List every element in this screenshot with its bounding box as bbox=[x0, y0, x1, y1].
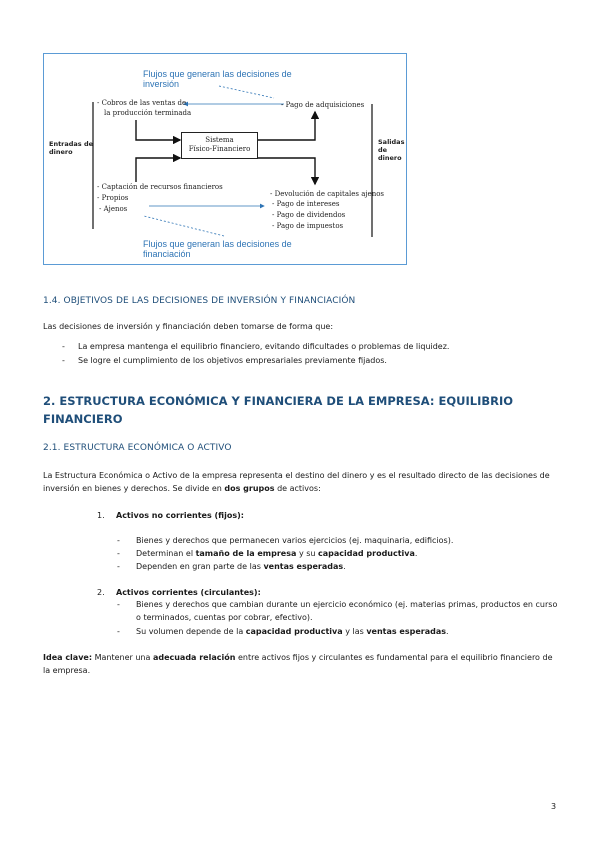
bullet-dash: - bbox=[117, 536, 120, 545]
item-1-bullet-1: Bienes y derechos que permanecen varios ejercicios (ej. maquinaria, edificios). bbox=[136, 536, 454, 545]
ajenos-label: - Ajenos bbox=[99, 205, 128, 213]
cobros-label-2: la producción terminada bbox=[104, 109, 192, 117]
intereses-label: - Pago de intereses bbox=[272, 200, 340, 208]
section-1-4-bullet-1: La empresa mantenga el equilibrio financiero, evitando dificultades o problemas de liquidez. bbox=[78, 342, 450, 351]
system-line-2: Físico-Financiero bbox=[188, 145, 251, 153]
pago-adquisiciones-label: - Pago de adquisiciones bbox=[281, 101, 365, 109]
outflows-label: Salidas de dinero bbox=[378, 138, 405, 162]
caption-investment: Flujos que generan las decisiones de inversión bbox=[143, 69, 292, 89]
item-1-number: 1. bbox=[97, 511, 105, 520]
section-2-1-intro: La Estructura Económica o Activo de la empresa representa el destino del dinero y es el resultado directo de las decisiones de inversión en bienes y derechos. Se divide en dos grupos de activos: bbox=[43, 471, 550, 493]
bullet-dash: - bbox=[117, 600, 120, 609]
dividendos-label: - Pago de dividendos bbox=[272, 211, 346, 219]
bullet-dash: - bbox=[117, 562, 120, 571]
section-1-4-bullet-2: Se logre el cumplimiento de los objetivos empresariales previamente fijados. bbox=[78, 356, 387, 365]
bullet-dash: - bbox=[62, 342, 65, 351]
item-2-number: 2. bbox=[97, 588, 105, 597]
key-idea: Idea clave: Mantener una adecuada relación entre activos fijos y circulantes es fundamental para el equilibrio financiero de la empresa. bbox=[43, 653, 553, 675]
devolucion-label: - Devolución de capitales ajenos bbox=[270, 190, 385, 198]
cobros-label-1: - Cobros de las ventas de bbox=[97, 99, 187, 107]
item-1-bullet-2: Determinan el tamaño de la empresa y su capacidad productiva. bbox=[136, 549, 418, 558]
item-2-title: Activos corrientes (circulantes): bbox=[116, 588, 261, 597]
section-1-4-heading: 1.4. OBJETIVOS DE LAS DECISIONES DE INVERSIÓN Y FINANCIACIÓN bbox=[43, 296, 356, 306]
section-1-4-intro: Las decisiones de inversión y financiación deben tomarse de forma que: bbox=[43, 322, 334, 331]
system-line-1: Sistema bbox=[205, 136, 234, 144]
section-2-1-heading: 2.1. ESTRUCTURA ECONÓMICA O ACTIVO bbox=[43, 443, 232, 453]
system-box bbox=[181, 132, 258, 159]
impuestos-label: - Pago de impuestos bbox=[272, 222, 344, 230]
item-2-bullet-2: Su volumen depende de la capacidad productiva y las ventas esperadas. bbox=[136, 627, 449, 636]
captacion-label: - Captación de recursos financieros bbox=[97, 183, 223, 191]
item-1-bullet-3: Dependen en gran parte de las ventas esperadas. bbox=[136, 562, 346, 571]
bullet-dash: - bbox=[117, 549, 120, 558]
bullet-dash: - bbox=[117, 627, 120, 636]
section-2-heading: 2. ESTRUCTURA ECONÓMICA Y FINANCIERA DE LA EMPRESA: EQUILIBRIO FINANCIERO bbox=[43, 394, 514, 426]
flow-diagram bbox=[43, 53, 407, 265]
caption-financing: Flujos que generan las decisiones de financiación bbox=[143, 239, 292, 259]
propios-label: - Propios bbox=[97, 194, 129, 202]
inflows-label: Entradas de dinero bbox=[49, 140, 93, 156]
item-1-title: Activos no corrientes (fijos): bbox=[116, 511, 244, 520]
item-2-bullet-1: Bienes y derechos que cambian durante un ejercicio económico (ej. materias primas, productos en curso o terminados, cuentas por cobrar, efectivo). bbox=[136, 600, 558, 622]
page-number: 3 bbox=[551, 802, 557, 811]
bullet-dash: - bbox=[62, 356, 65, 365]
